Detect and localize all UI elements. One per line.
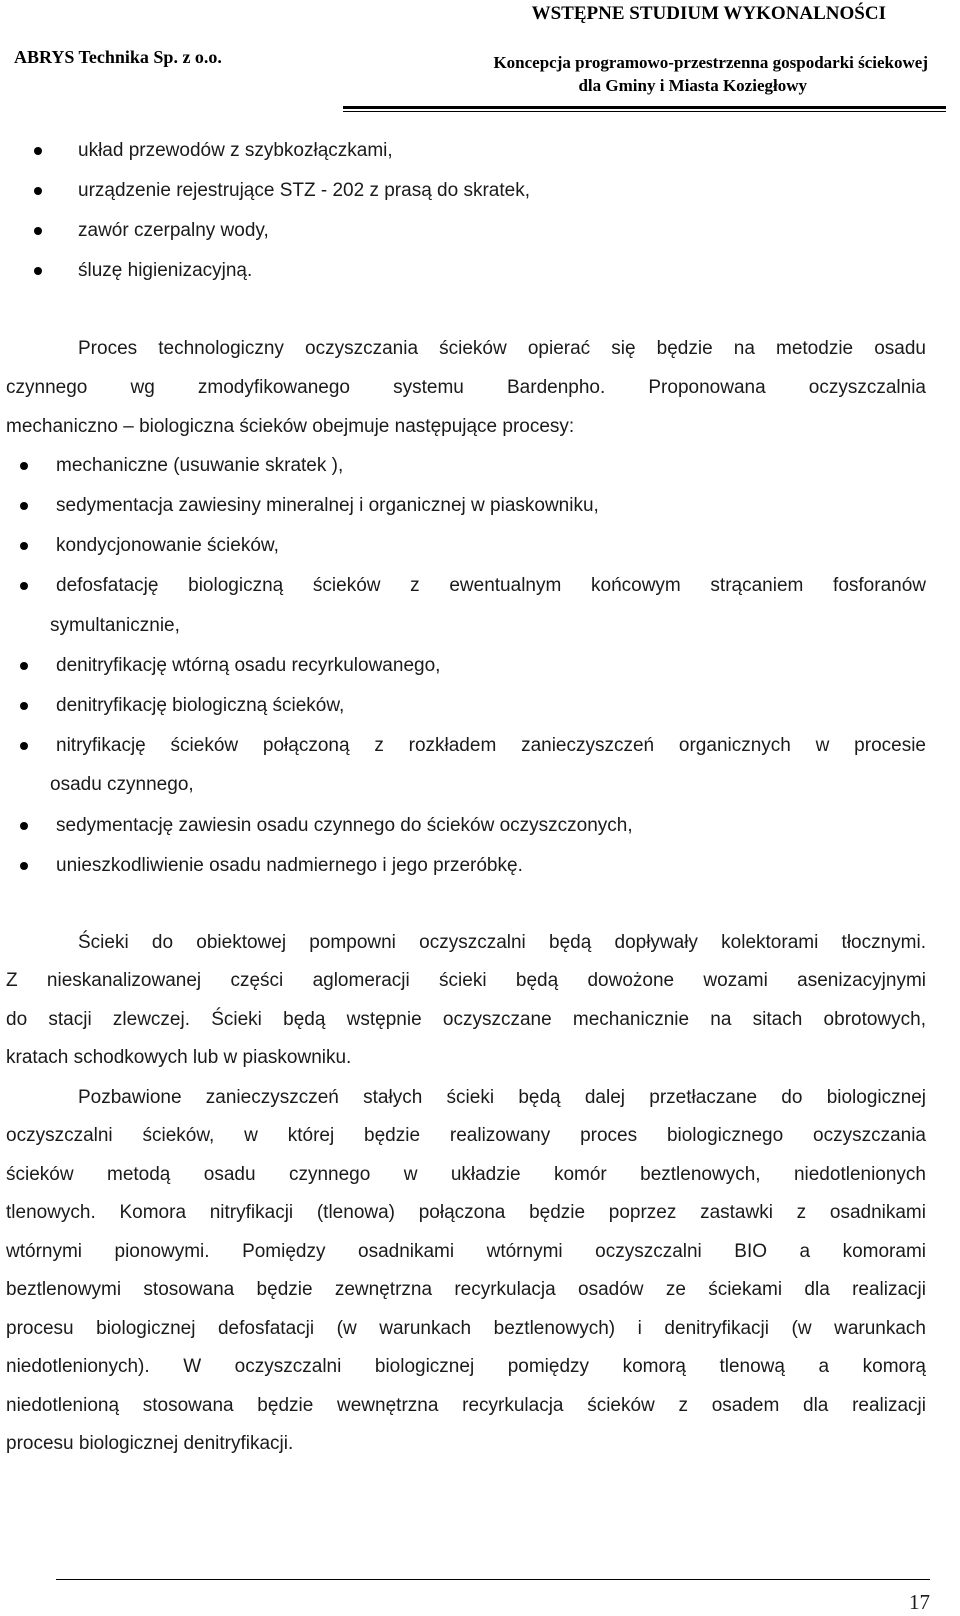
list-item-continuation: symultanicznie, (50, 615, 180, 636)
footer-rule (56, 1579, 930, 1580)
bullet (20, 742, 28, 750)
bullet (34, 187, 42, 195)
list-item: nitryfikację ścieków połączoną z rozkładem zanieczyszczeń organicznych w procesie (56, 735, 926, 756)
list-item: sedymentacja zawiesiny mineralnej i organicznej w piaskowniku, (56, 495, 599, 516)
paragraph-line: procesu biologicznej denitryfikacji. (6, 1433, 294, 1454)
bullet (20, 582, 28, 590)
paragraph-line: ścieków metodą osadu czynnego w układzie komór beztlenowych, niedotlenionych (6, 1164, 926, 1185)
paragraph-line: do stacji zlewczej. Ścieki będą wstępnie oczyszczane mechanicznie na sitach obrotowych, (6, 1009, 926, 1030)
list-item: mechaniczne (usuwanie skratek ), (56, 455, 344, 476)
bullet (20, 862, 28, 870)
paragraph-line: czynnego wg zmodyfikowanego systemu Bardenpho. Proponowana oczyszczalnia (6, 377, 926, 398)
list-item: śluzę higienizacyjną. (78, 260, 253, 281)
bullet (20, 462, 28, 470)
paragraph-line: procesu biologicznej defosfatacji (w warunkach beztlenowych) i denitryfikacji (w warunkach (6, 1318, 926, 1339)
page-number: 17 (909, 1590, 930, 1614)
paragraph-line: oczyszczalni ścieków, w której będzie realizowany proces biologicznego oczyszczania (6, 1125, 926, 1146)
list-item: zawór czerpalny wody, (78, 220, 269, 241)
header-subtitle-1: Koncepcja programowo-przestrzenna gospodarki ściekowej (493, 53, 928, 72)
list-item: denitryfikację wtórną osadu recyrkulowanego, (56, 655, 441, 676)
paragraph-line: kratach schodkowych lub w piaskowniku. (6, 1047, 352, 1068)
paragraph-line: Proces technologiczny oczyszczania ścieków opierać się będzie na metodzie osadu (78, 338, 926, 359)
paragraph-line: tlenowych. Komora nitryfikacji (tlenowa) połączona będzie poprzez zastawki z osadnikami (6, 1202, 926, 1223)
list-item: układ przewodów z szybkozłączkami, (78, 140, 393, 161)
paragraph-line: niedotlenionych). W oczyszczalni biologicznej pomiędzy komorą tlenową a komorą (6, 1356, 926, 1377)
bullet (34, 267, 42, 275)
bullet (20, 502, 28, 510)
list-item: sedymentację zawiesin osadu czynnego do ścieków oczyszczonych, (56, 815, 633, 836)
header-rule-thin (343, 111, 946, 112)
paragraph-line: Z nieskanalizowanej części aglomeracji ścieki będą dowożone wozami asenizacyjnymi (6, 970, 926, 991)
paragraph-line: wtórnymi pionowymi. Pomiędzy osadnikami wtórnymi oczyszczalni BIO a komorami (6, 1241, 926, 1262)
paragraph-line: Ścieki do obiektowej pompowni oczyszczalni będą dopływały kolektorami tłocznymi. (78, 932, 926, 953)
bullet (20, 542, 28, 550)
paragraph-line: Pozbawione zanieczyszczeń stałych ścieki będą dalej przetłaczane do biologicznej (78, 1087, 926, 1108)
list-item: urządzenie rejestrujące STZ - 202 z prasą do skratek, (78, 180, 530, 201)
list-item: kondycjonowanie ścieków, (56, 535, 279, 556)
bullet (20, 702, 28, 710)
bullet (20, 662, 28, 670)
header-subtitle-2: dla Gminy i Miasta Koziegłowy (578, 76, 807, 95)
list-item: denitryfikację biologiczną ścieków, (56, 695, 345, 716)
paragraph-line: niedotlenioną stosowana będzie wewnętrzna recyrkulacja ścieków z osadem dla realizacji (6, 1395, 926, 1416)
list-item-continuation: osadu czynnego, (50, 774, 194, 795)
bullet (34, 147, 42, 155)
header-company: ABRYS Technika Sp. z o.o. (14, 47, 222, 67)
paragraph-line: beztlenowymi stosowana będzie zewnętrzna recyrkulacja osadów ze ściekami dla realizacji (6, 1279, 926, 1300)
header-rule-thick (343, 106, 946, 109)
list-item: defosfatację biologiczną ścieków z ewentualnym końcowym strącaniem fosforanów (56, 575, 926, 596)
list-item: unieszkodliwienie osadu nadmiernego i jego przeróbkę. (56, 855, 523, 876)
bullet (20, 822, 28, 830)
header-title: WSTĘPNE STUDIUM WYKONALNOŚCI (531, 3, 886, 24)
bullet (34, 227, 42, 235)
paragraph-line: mechaniczno – biologiczna ścieków obejmuje następujące procesy: (6, 416, 575, 437)
